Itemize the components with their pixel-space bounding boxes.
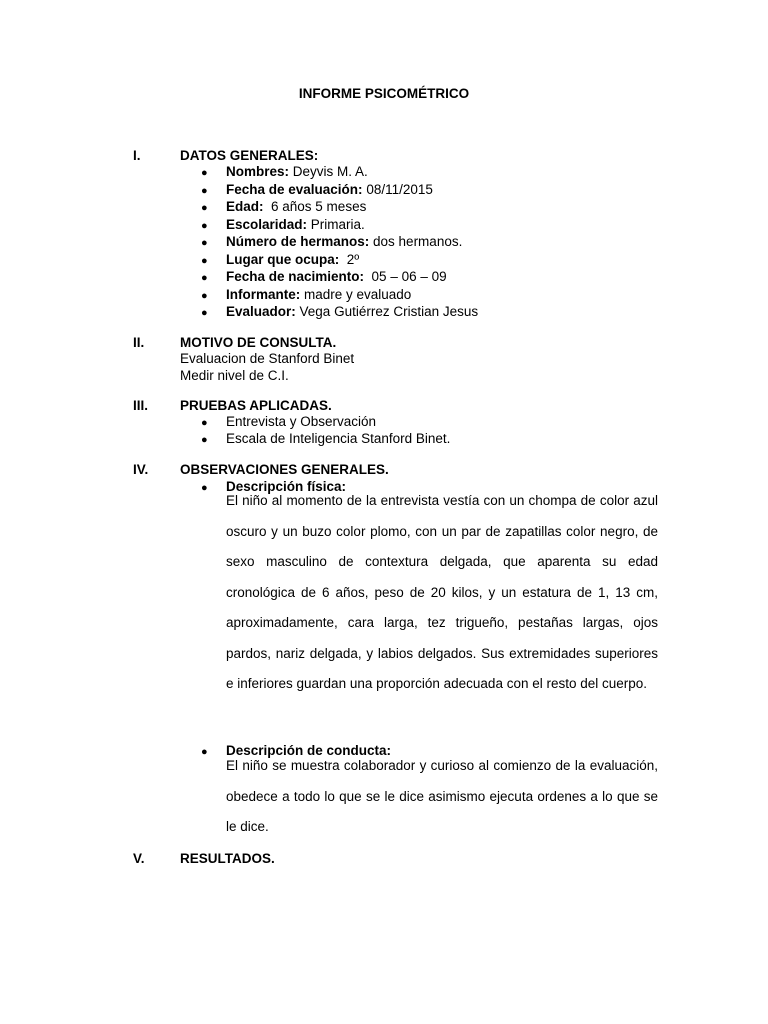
section-heading: DATOS GENERALES:	[180, 148, 319, 163]
bullet-icon: ●	[201, 185, 208, 197]
paragraph-descripcion-conducta: El niño se muestra colaborador y curioso al comienzo de la evaluación, obedece a todo lo que se le dice asimismo ejecuta ordenes a lo que se le dice.	[226, 758, 658, 834]
section-heading: MOTIVO DE CONSULTA.	[180, 335, 337, 350]
text-line: Evaluacion de Stanford Binet	[180, 351, 355, 366]
bullet-icon: ●	[201, 255, 208, 267]
bullet-icon: ●	[201, 290, 208, 302]
list-item: Informante: madre y evaluado	[226, 287, 412, 302]
list-item: Evaluador: Vega Gutiérrez Cristian Jesus	[226, 304, 479, 319]
section-number: V.	[133, 851, 145, 866]
section-number: II.	[133, 335, 145, 350]
list-item: Número de hermanos: dos hermanos.	[226, 234, 463, 249]
list-item: Entrevista y Observación	[226, 414, 377, 429]
list-item: Edad: 6 años 5 meses	[226, 199, 367, 214]
document-title: INFORME PSICOMÉTRICO	[298, 86, 470, 101]
bullet-icon: ●	[201, 272, 208, 284]
bullet-icon: ●	[201, 202, 208, 214]
section-heading: RESULTADOS.	[180, 851, 275, 866]
bullet-icon: ●	[201, 482, 208, 494]
bullet-icon: ●	[201, 307, 208, 319]
paragraph-descripcion-fisica: El niño al momento de la entrevista vestía con un chompa de color azul oscuro y un buzo color plomo, con un par de zapatillas color negro, de sexo masculino de contextura delgada, que aparenta su edad cronológica de 6 años, peso de 20 kilos, y un estatura de 1, 13 cm, aproximadamente, cara larga, tez trigueño, pestañas largas, ojos pardos, nariz delgada, y labios delgados. Sus extremidades superiores e inferiores guardan una proporción adecuada con el resto del cuerpo.	[226, 493, 658, 691]
section-number: III.	[133, 398, 149, 413]
bullet-icon: ●	[201, 434, 208, 446]
bullet-icon: ●	[201, 220, 208, 232]
section-heading: OBSERVACIONES GENERALES.	[180, 462, 389, 477]
text-line: Medir nivel de C.I.	[180, 368, 289, 383]
list-item: Escolaridad: Primaria.	[226, 217, 365, 232]
section-number: IV.	[133, 462, 149, 477]
section-number: I.	[133, 148, 141, 163]
list-item: Escala de Inteligencia Stanford Binet.	[226, 431, 451, 446]
list-item: Lugar que ocupa: 2º	[226, 252, 360, 267]
list-item: Fecha de nacimiento: 05 – 06 – 09	[226, 269, 447, 284]
subheading-descripcion-conducta: Descripción de conducta:	[226, 743, 392, 758]
subheading-descripcion-fisica: Descripción física:	[226, 479, 347, 494]
list-item: Nombres: Deyvis M. A.	[226, 164, 368, 179]
bullet-icon: ●	[201, 746, 208, 758]
bullet-icon: ●	[201, 417, 208, 429]
list-item: Fecha de evaluación: 08/11/2015	[226, 182, 433, 197]
bullet-icon: ●	[201, 237, 208, 249]
section-heading: PRUEBAS APLICADAS.	[180, 398, 332, 413]
bullet-icon: ●	[201, 167, 208, 179]
